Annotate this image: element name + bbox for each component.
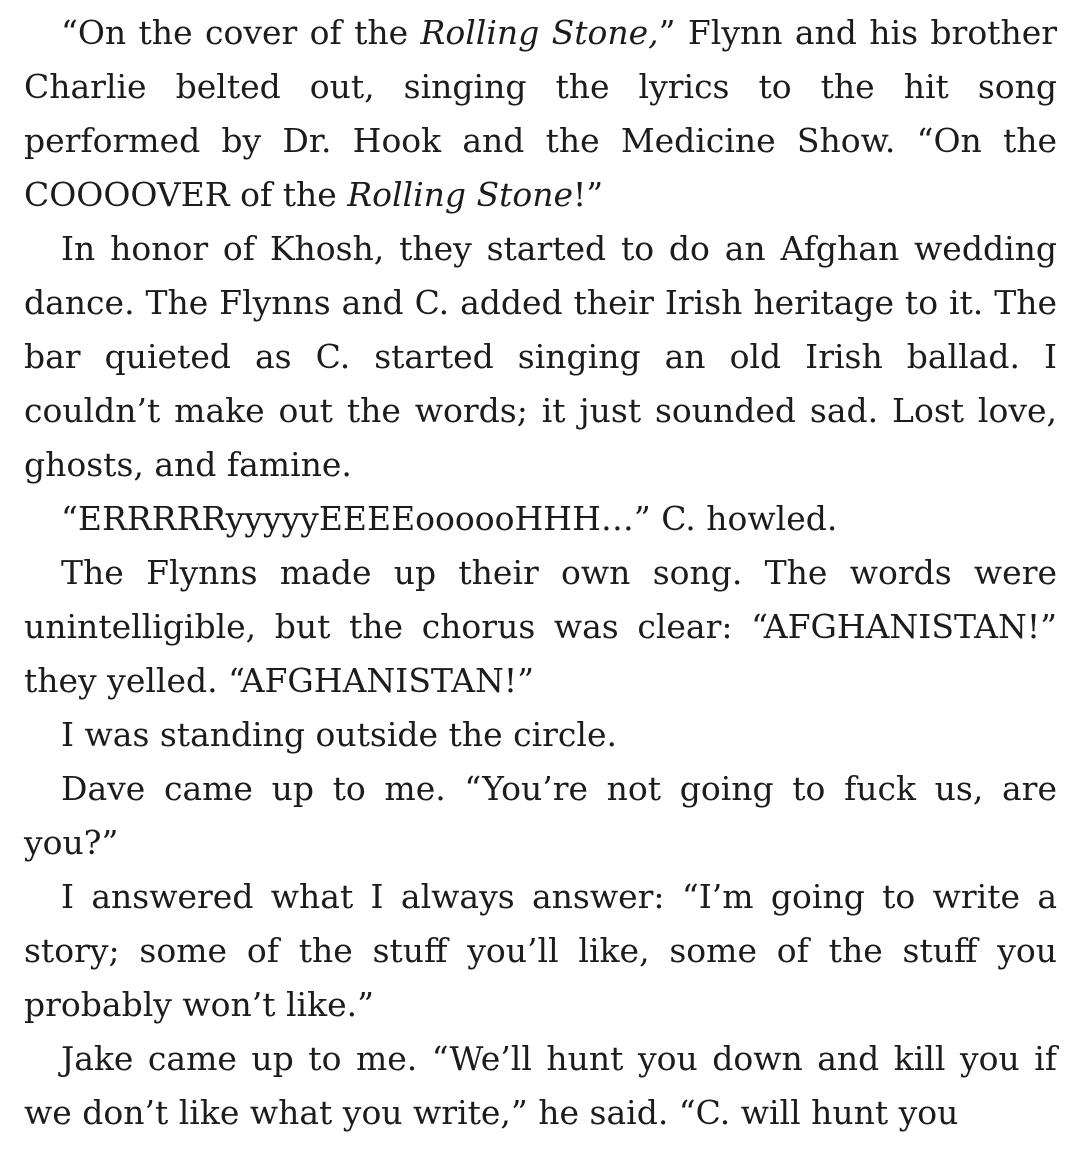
paragraph-cover-song: [24, 6, 1057, 222]
italic-title: Rolling Stone,: [420, 13, 659, 52]
paragraph-dave: [24, 762, 1057, 870]
paragraph-wedding-dance: [24, 222, 1057, 492]
paragraph-afghanistan-song: [24, 546, 1057, 708]
text-run: Dave came up to me. “You’re not going to fuck us, are you?”: [24, 769, 1057, 862]
text-run: In honor of Khosh, they started to do an Afghan wedding dance. The Flynns and C. added their Irish heritage to it. The bar quieted as C. started singing an old Irish ballad. I couldn’t make out the words; it just sounded sad. Lost love, ghosts, and famine.: [24, 229, 1057, 484]
text-run: Jake came up to me. “We’ll hunt you down and kill you if we don’t like what you write,” he said. “C. will hunt you: [24, 1039, 1057, 1132]
text-run: “On the cover of the: [61, 13, 421, 52]
text-run: !”: [573, 175, 604, 214]
text-run: I answered what I always answer: “I’m going to write a story; some of the stuff you’ll like, some of the stuff you probably won’t like.”: [24, 877, 1057, 1024]
paragraph-jake: [24, 1032, 1057, 1140]
paragraph-answer: [24, 870, 1057, 1032]
text-run: ” Flynn and his brother Charlie belted out, singing the lyrics to the hit song performed by Dr. Hook and the Medicine Show. “On the COOOOVER of the: [24, 13, 1057, 214]
text-run: The Flynns made up their own song. The words were unintelligible, but the chorus was clear: “AFGHANISTAN!” they yelled. “AFGHANISTAN!”: [24, 553, 1057, 700]
paragraph-howl: [24, 492, 1057, 546]
italic-title: Rolling Stone: [347, 175, 574, 214]
book-page: [24, 6, 1057, 1140]
text-run: “ERRRRRyyyyyEEEEoooooHHH…” C. howled.: [61, 499, 838, 538]
text-run: I was standing outside the circle.: [61, 715, 617, 754]
paragraph-outside-circle: [24, 708, 1057, 762]
